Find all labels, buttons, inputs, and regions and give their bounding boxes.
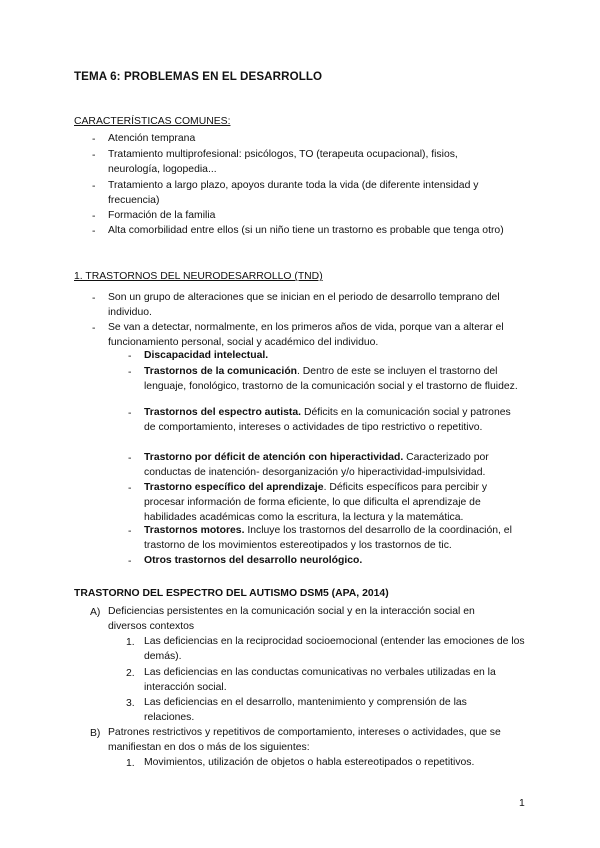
item-marker: 3. [126,698,135,709]
section-heading-tea: TRASTORNO DEL ESPECTRO DEL AUTISMO DSM5 (APA, 2014) [74,588,389,599]
disorder-item [144,364,529,394]
page-title: TEMA 6: PROBLEMAS EN EL DESARROLLO [74,70,323,83]
list-bullet: - [92,134,96,145]
group-marker: B) [90,728,101,739]
list-bullet: - [92,293,96,304]
disorder-item [144,348,534,363]
disorder-item [144,523,539,553]
disorder-name: Trastornos de la comunicación [144,366,298,377]
item-marker: 2. [126,668,135,679]
list-bullet: - [92,150,96,161]
disorder-item [144,480,524,526]
disorder-name: Trastorno por déficit de atención con hiperactividad. [144,452,404,463]
disorder-name: Otros trastornos del desarrollo neurológico. [144,555,363,566]
disorder-description: Caracterizado por conductas de inatención- desorganización y/o hiperactividad-impulsividad. [144,452,489,479]
list-item: Formación de la familia [108,210,216,221]
list-item: Se van a detectar, normalmente, en los primeros años de vida, porque van a alterar el funcionamiento personal, social y académico del individuo. [108,322,504,349]
sub-bullet: - [128,408,132,419]
criteria-item: Las deficiencias en el desarrollo, mantenimiento y comprensión de las relaciones. [144,697,467,724]
item-marker: 1. [126,637,135,648]
disorder-name: Discapacidad intelectual. [144,350,269,361]
item-marker: 1. [126,758,135,769]
list-item: Tratamiento multiprofesional: psicólogos, TO (terapeuta ocupacional), fisios, neurología, logopedia... [108,149,458,176]
section-heading-tnd: 1. TRASTORNOS DEL NEURODESARROLLO (TND) [74,271,323,282]
list-bullet: - [92,211,96,222]
criteria-item: Las deficiencias en las conductas comunicativas no verbales utilizadas en la interacción social. [144,667,496,694]
list-item: Tratamiento a largo plazo, apoyos durante toda la vida (de diferente intensidad y frecuencia) [108,180,479,207]
criteria-text: Deficiencias persistentes en la comunicación social y en la interacción social en diversos contextos [108,606,475,633]
sub-bullet: - [128,367,132,378]
page-number: 1 [519,798,525,809]
list-item: Alta comorbilidad entre ellos (si un niño tiene un trastorno es probable que tenga otro) [108,225,504,236]
disorder-item [144,553,534,568]
disorder-name: Trastornos motores. [144,525,245,536]
sub-bullet: - [128,453,132,464]
sub-bullet: - [128,351,132,362]
group-marker: A) [90,607,101,618]
criteria-item: Movimientos, utilización de objetos o habla estereotipados o repetitivos. [144,757,475,768]
disorder-description: Incluye los trastornos del desarrollo de la coordinación, el trastorno de los movimientos estereotipados y los trastornos de tic. [144,525,512,552]
disorder-name: Trastornos del espectro autista. [144,407,302,418]
list-item: Atención temprana [108,133,196,144]
disorder-description: . Dentro de este se incluyen el trastorno del lenguaje, fonológico, trastorno de la comunicación social y el trastorno de fluidez. [144,366,518,393]
disorder-name: Trastorno específico del aprendizaje [144,482,324,493]
list-bullet: - [92,181,96,192]
disorder-description: . Déficits específicos para percibir y procesar información de forma eficiente, lo que dificulta el aprendizaje de habilidades académicas como la escritura, la lectura y la matemática. [144,482,488,524]
list-bullet: - [92,323,96,334]
list-bullet: - [92,226,96,237]
list-item: Son un grupo de alteraciones que se inician en el periodo de desarrollo temprano del individuo. [108,292,500,319]
disorder-item [144,405,519,435]
disorder-item [144,450,529,480]
sub-bullet: - [128,556,132,567]
disorder-description: Déficits en la comunicación social y patrones de comportamiento, intereses o actividades de tipo restrictivo o repetitivo. [144,407,511,434]
sub-bullet: - [128,483,132,494]
criteria-text: Patrones restrictivos y repetitivos de comportamiento, intereses o actividades, que se manifiestan en dos o más de los siguientes: [108,727,501,754]
sub-bullet: - [128,526,132,537]
section-heading-common: CARACTERÍSTICAS COMUNES: [74,116,231,127]
criteria-item: Las deficiencias en la reciprocidad socioemocional (entender las emociones de los demás). [144,636,525,663]
